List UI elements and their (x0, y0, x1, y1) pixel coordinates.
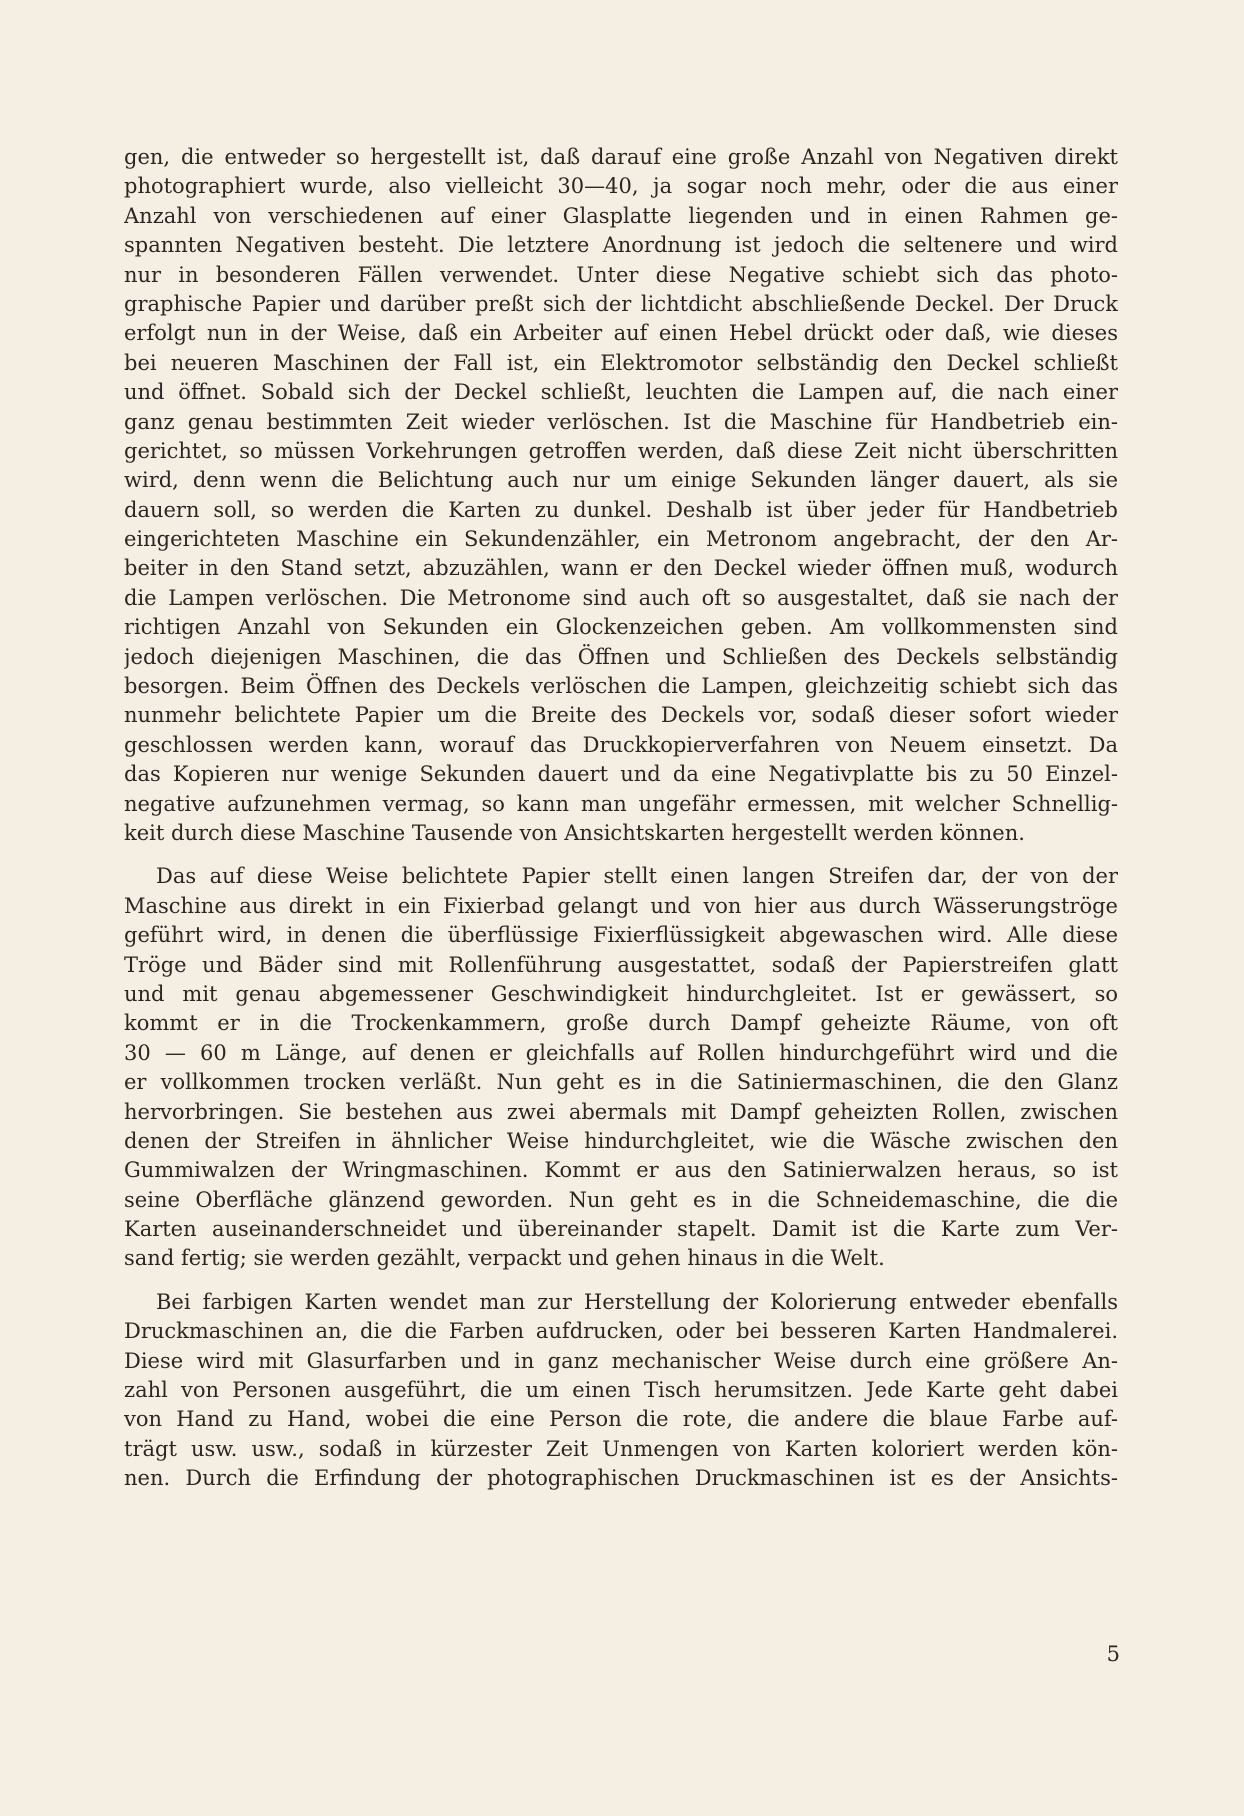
body-text (124, 143, 1118, 1494)
text-line: gerichtet, so müssen Vorkehrungen getroffen werden, daß diese Zeit nicht überschritten (124, 438, 1118, 463)
text-line: erfolgt nun in der Weise, daß ein Arbeiter auf einen Hebel drückt oder daß, wie dieses (124, 321, 1118, 346)
text-line: Das auf diese Weise belichtete Papier stellt einen langen Streifen dar, der von der (156, 864, 1118, 889)
paragraph-2 (124, 862, 1118, 1273)
text-line: geschlossen werden kann, worauf das Druckkopierverfahren von Neuem einsetzt. Da (124, 732, 1118, 757)
text-line: Maschine aus direkt in ein Fixierbad gelangt und von hier aus durch Wässerungströge (124, 893, 1118, 918)
text-line: und öffnet. Sobald sich der Deckel schließt, leuchten die Lampen auf, die nach einer (124, 380, 1118, 405)
text-line: beiter in den Stand setzt, abzuzählen, wann er den Deckel wieder öffnen muß, wodurch (124, 556, 1118, 581)
text-line: negative aufzunehmen vermag, so kann man ungefähr ermessen, mit welcher Schnellig- (124, 791, 1118, 816)
text-line: seine Oberfläche glänzend geworden. Nun geht es in die Schneidemaschine, die die (124, 1187, 1118, 1212)
text-line: bei neueren Maschinen der Fall ist, ein Elektromotor selbständig den Deckel schließt (124, 350, 1118, 375)
text-line: die Lampen verlöschen. Die Metronome sind auch oft so ausgestaltet, daß sie nach der (124, 585, 1118, 610)
text-line: 30 — 60 m Länge, auf denen er gleichfalls auf Rollen hindurchgeführt wird und die (124, 1040, 1118, 1065)
text-line: geführt wird, in denen die überflüssige Fixierflüssigkeit abgewaschen wird. Alle diese (124, 923, 1118, 948)
text-line: Bei farbigen Karten wendet man zur Herstellung der Kolorierung entweder ebenfalls (156, 1289, 1118, 1314)
text-line: richtigen Anzahl von Sekunden ein Glockenzeichen geben. Am vollkommensten sind (124, 615, 1118, 640)
text-line: Karten auseinanderschneidet und übereinander stapelt. Damit ist die Karte zum Ver- (124, 1217, 1118, 1242)
text-line: Tröge und Bäder sind mit Rollenführung ausgestattet, sodaß der Papierstreifen glatt (124, 952, 1118, 977)
text-line: gen, die entweder so hergestellt ist, daß darauf eine große Anzahl von Negativen direkt (124, 145, 1118, 169)
text-line: besorgen. Beim Öffnen des Deckels verlöschen die Lampen, gleichzeitig schiebt sich das (124, 674, 1118, 699)
text-line: graphische Papier und darüber preßt sich der lichtdicht abschließende Deckel. Der Druck (124, 291, 1118, 316)
text-line: jedoch diejenigen Maschinen, die das Öffnen und Schließen des Deckels selbständig (124, 644, 1118, 669)
text-line: denen der Streifen in ähnlicher Weise hindurchgleitet, wie die Wäsche zwischen den (124, 1128, 1118, 1153)
text-line: photographiert wurde, also vielleicht 30—40, ja sogar noch mehr, oder die aus einer (124, 174, 1118, 199)
text-line: nen. Durch die Erfindung der photographischen Druckmaschinen ist es der Ansichts- (124, 1466, 1118, 1491)
text-line: nunmehr belichtete Papier um die Breite des Deckels vor, sodaß dieser sofort wieder (124, 703, 1118, 728)
text-line: wird, denn wenn die Belichtung auch nur um einige Sekunden länger dauert, als sie (124, 468, 1118, 493)
text-line: eingerichteten Maschine ein Sekundenzähler, ein Metronom angebracht, der den Ar- (124, 527, 1118, 552)
text-line: kommt er in die Trockenkammern, große durch Dampf geheizte Räume, von oft (124, 1011, 1118, 1036)
text-line: sand fertig; sie werden gezählt, verpackt und gehen hinaus in die Welt. (124, 1246, 885, 1271)
text-line: hervorbringen. Sie bestehen aus zwei abermals mit Dampf geheizten Rollen, zwischen (124, 1099, 1118, 1124)
text-line: trägt usw. usw., sodaß in kürzester Zeit Unmengen von Karten koloriert werden kön- (124, 1436, 1118, 1461)
text-line: Anzahl von verschiedenen auf einer Glasplatte liegenden und in einen Rahmen ge- (124, 203, 1118, 228)
text-line: zahl von Personen ausgeführt, die um einen Tisch herumsitzen. Jede Karte geht dabei (124, 1378, 1118, 1403)
text-line: nur in besonderen Fällen verwendet. Unter diese Negative schiebt sich das photo- (124, 262, 1118, 287)
text-line: und mit genau abgemessener Geschwindigkeit hindurchgleitet. Ist er gewässert, so (124, 981, 1118, 1006)
text-line: dauern soll, so werden die Karten zu dunkel. Deshalb ist über jeder für Handbetrieb (124, 497, 1118, 522)
text-line: keit durch diese Maschine Tausende von Ansichtskarten hergestellt werden können. (124, 820, 1025, 845)
text-line: spannten Negativen besteht. Die letztere Anordnung ist jedoch die seltenere und wird (124, 233, 1118, 258)
paragraph-3 (124, 1288, 1118, 1494)
text-line: von Hand zu Hand, wobei die eine Person die rote, die andere die blaue Farbe auf- (124, 1407, 1118, 1432)
text-line: Diese wird mit Glasurfarben und in ganz mechanischer Weise durch eine größere An- (124, 1348, 1118, 1373)
text-line: ganz genau bestimmten Zeit wieder verlöschen. Ist die Maschine für Handbetrieb ein- (124, 409, 1118, 434)
paragraph-1 (124, 143, 1118, 848)
text-line: Gummiwalzen der Wringmaschinen. Kommt er aus den Satinierwalzen heraus, so ist (124, 1158, 1118, 1183)
text-line: Druckmaschinen an, die die Farben aufdrucken, oder bei besseren Karten Handmalerei. (124, 1319, 1118, 1344)
page-number: 5 (1106, 1642, 1120, 1666)
text-line: er vollkommen trocken verläßt. Nun geht es in die Satiniermaschinen, die den Glanz (124, 1070, 1118, 1095)
text-line: das Kopieren nur wenige Sekunden dauert und da eine Negativplatte bis zu 50 Einzel- (124, 762, 1118, 787)
